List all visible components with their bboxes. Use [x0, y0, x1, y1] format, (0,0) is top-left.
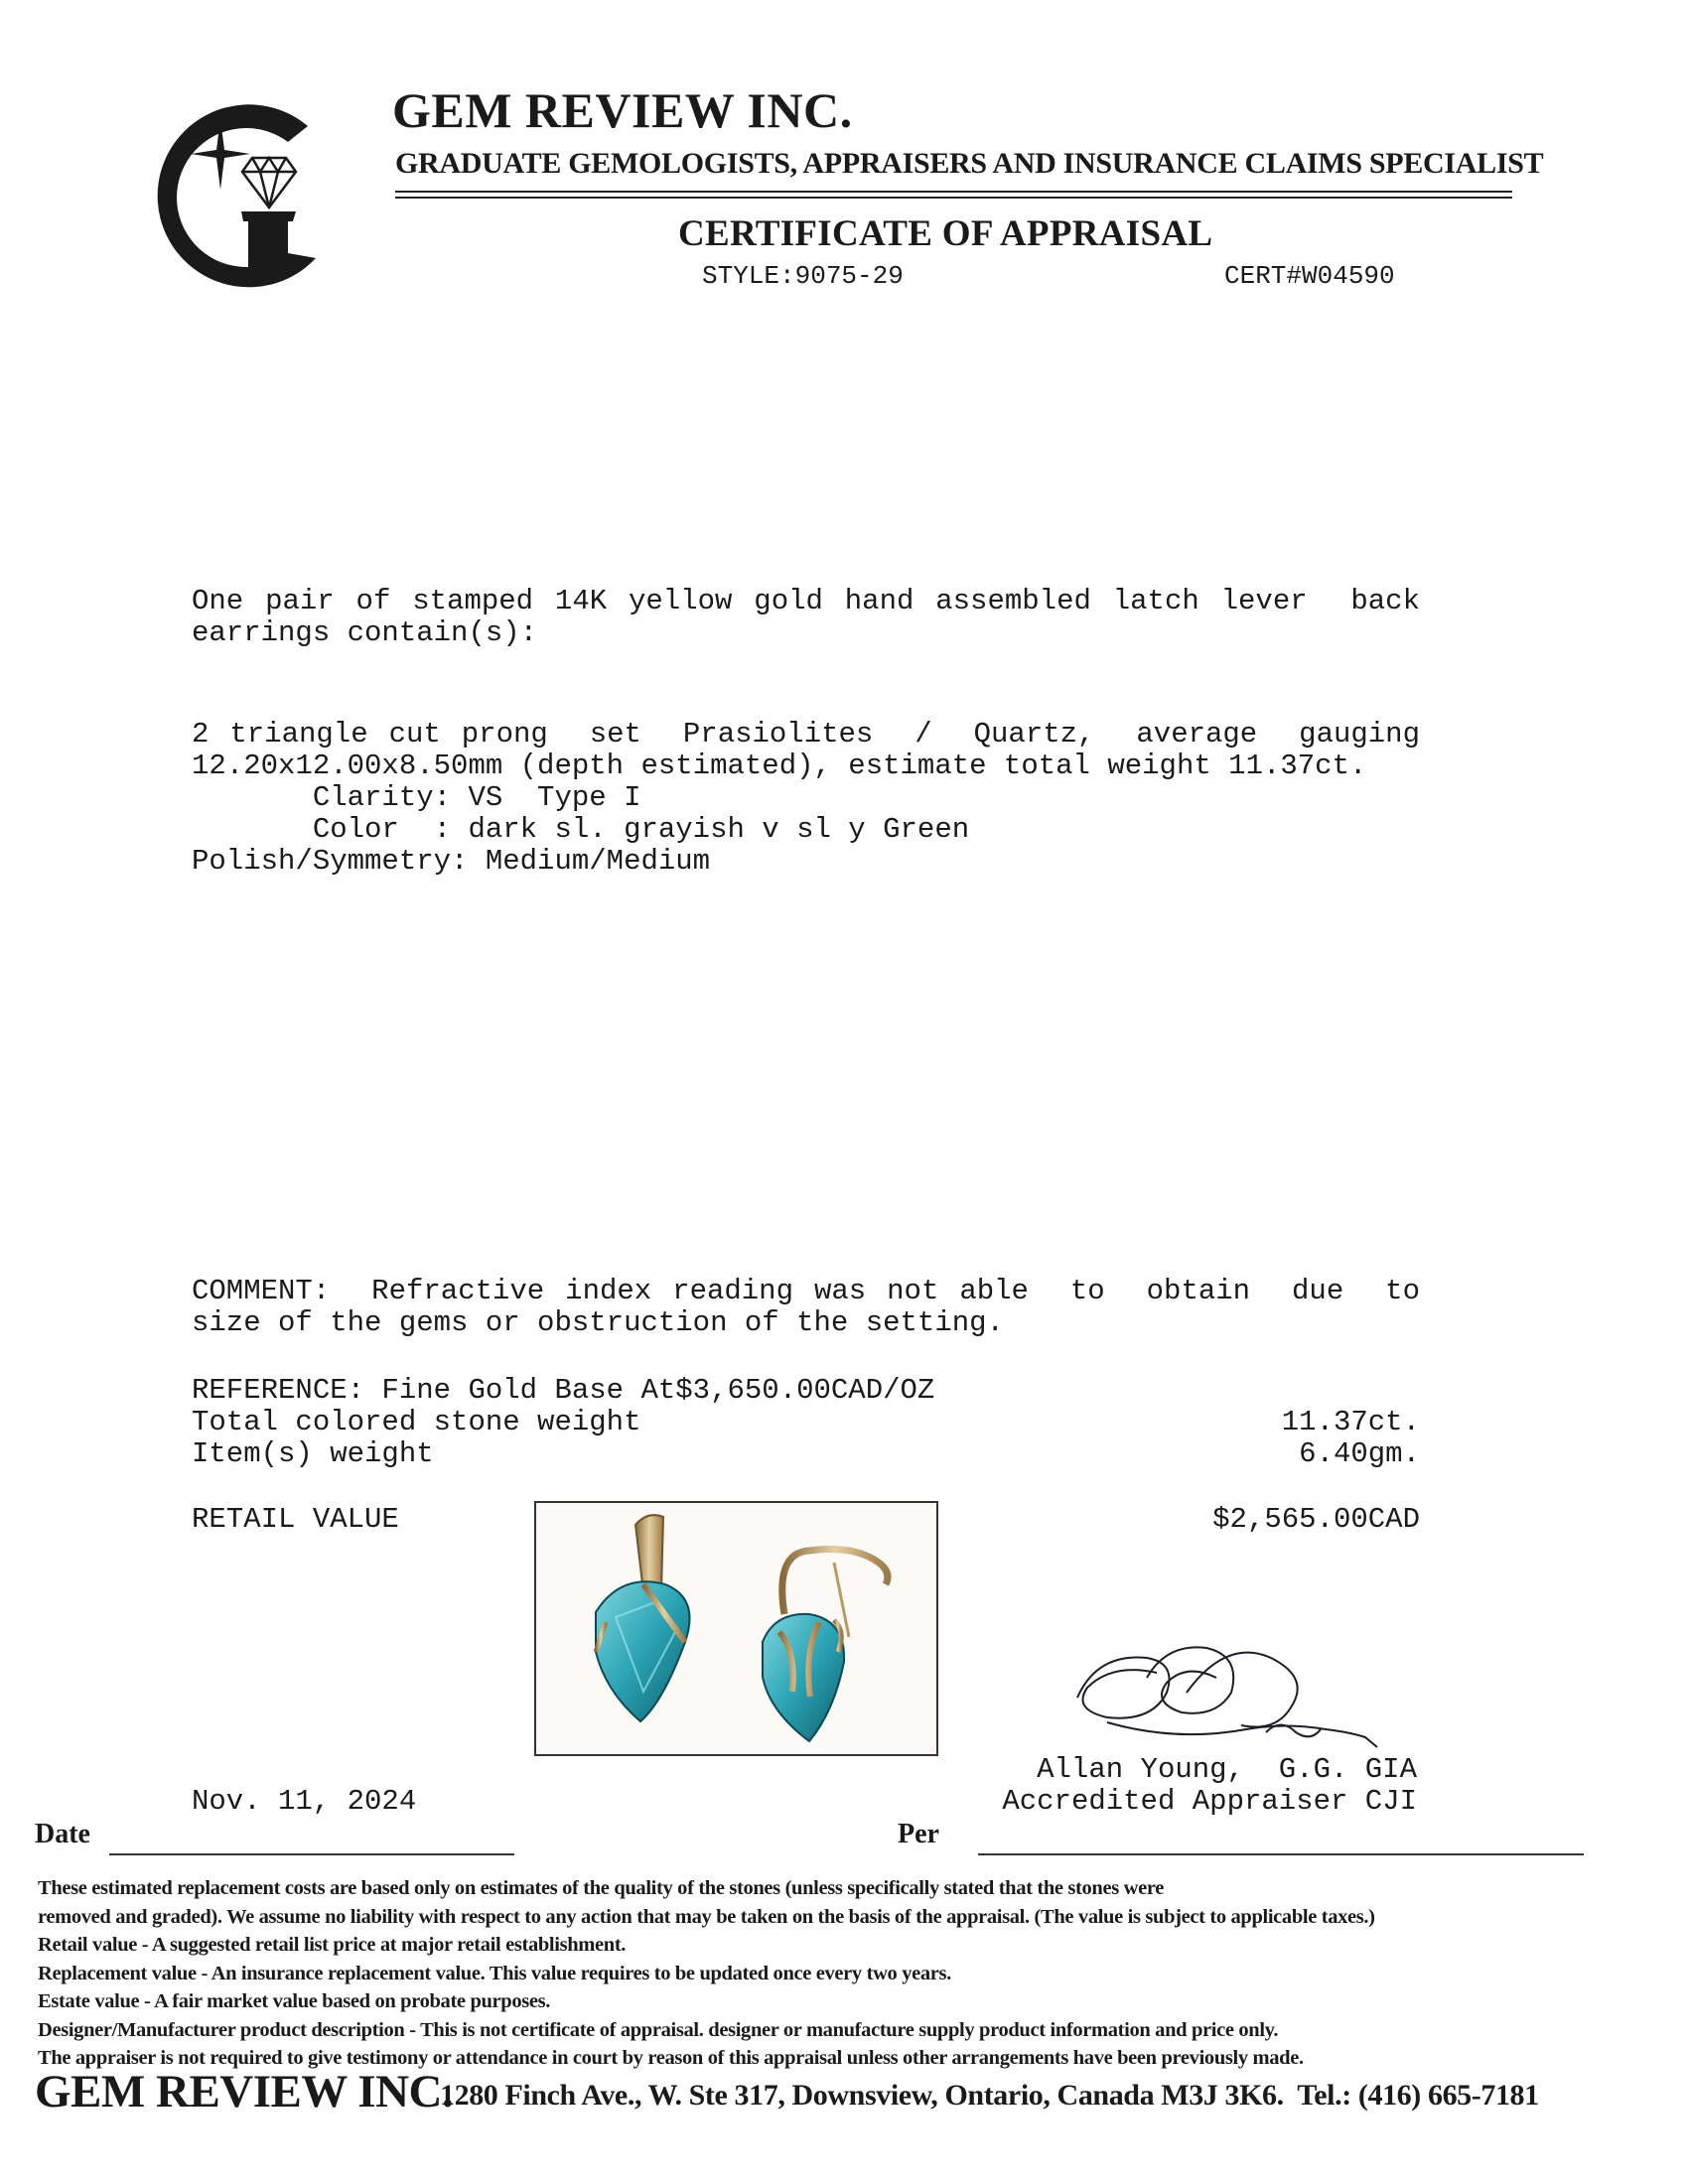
disclaimer-line: The appraiser is not required to give testimony or attendance in court by reason of this appraisal unless other arrangements have been previously made. — [38, 2047, 1304, 2069]
comment-line-1: COMMENT: Refractive index reading was not able to obtain due to — [192, 1275, 1420, 1307]
stone-polish-symmetry: Polish/Symmetry: Medium/Medium — [192, 845, 711, 878]
footer-company-name: GEM REVIEW INC. — [35, 2066, 454, 2117]
per-line — [978, 1853, 1584, 1855]
appraiser-title: Accredited Appraiser CJI — [1002, 1785, 1417, 1818]
disclaimer-line: Designer/Manufacturer product description - This is not certificate of appraisal. designer or manufacture supply product information and price only. — [38, 2018, 1279, 2041]
retail-value-amount: $2,565.00CAD — [1212, 1503, 1420, 1536]
certificate-number: CERT#W04590 — [1224, 261, 1395, 291]
signature — [1067, 1638, 1395, 1757]
footer-address: 1280 Finch Ave., W. Ste 317, Downsview, Ontario, Canada M3J 3K6. Tel.: (416) 665-7181 — [440, 2079, 1539, 2112]
style-number: STYLE:9075-29 — [702, 261, 904, 291]
certificate-title: CERTIFICATE OF APPRAISAL — [678, 213, 1213, 254]
appraisal-date: Nov. 11, 2024 — [192, 1785, 417, 1818]
disclaimer-line: These estimated replacement costs are based only on estimates of the quality of the stones (unless specifically stated that the stones were — [38, 1877, 1164, 1899]
per-label: Per — [898, 1819, 939, 1849]
comment-line-2: size of the gems or obstruction of the setting. — [192, 1306, 1004, 1339]
appraiser-name: Allan Young, G.G. GIA — [1037, 1753, 1417, 1786]
item-description-line-1: One pair of stamped 14K yellow gold hand assembled latch lever back — [192, 585, 1420, 617]
stone-clarity: Clarity: VS Type I — [192, 781, 641, 814]
stone-color: Color : dark sl. grayish v sl y Green — [192, 813, 970, 846]
item-description-line-2: earrings contain(s): — [192, 616, 538, 649]
disclaimer-line: Replacement value - An insurance replacement value. This value requires to be updated once every two years. — [38, 1962, 951, 1984]
date-label: Date — [35, 1819, 90, 1849]
stone-weight-value: 11.37ct. — [1281, 1406, 1420, 1438]
company-tagline: GRADUATE GEMOLOGISTS, APPRAISERS AND INSURANCE CLAIMS SPECIALIST — [395, 147, 1544, 180]
item-weight-label: Item(s) weight — [192, 1437, 434, 1470]
reference-gold-base: REFERENCE: Fine Gold Base At$3,650.00CAD/OZ — [192, 1374, 935, 1407]
earrings-photo-illustration — [536, 1503, 936, 1754]
gem-review-logo-icon — [139, 94, 338, 293]
stone-description-line-2: 12.20x12.00x8.50mm (depth estimated), estimate total weight 11.37ct. — [192, 750, 1367, 782]
disclaimer-line: Retail value - A suggested retail list price at major retail establishment. — [38, 1934, 627, 1956]
company-name: GEM REVIEW INC. — [392, 82, 853, 138]
retail-value-label: RETAIL VALUE — [192, 1503, 399, 1536]
stone-description-line-1: 2 triangle cut prong set Prasiolites / Quartz, average gauging — [192, 718, 1420, 751]
item-weight-value: 6.40gm. — [1299, 1437, 1420, 1470]
disclaimer — [38, 1874, 1666, 2073]
header-rule-top — [395, 191, 1512, 193]
stone-weight-label: Total colored stone weight — [192, 1406, 641, 1438]
date-line — [109, 1853, 514, 1855]
earrings-photo — [534, 1501, 938, 1756]
disclaimer-line: Estate value - A fair market value based on probate purposes. — [38, 1990, 551, 2012]
disclaimer-line: removed and graded). We assume no liability with respect to any action that may be taken on the basis of the appraisal. (The value is subject to applicable taxes.) — [38, 1905, 1375, 1928]
header-rule-bottom — [395, 197, 1512, 199]
